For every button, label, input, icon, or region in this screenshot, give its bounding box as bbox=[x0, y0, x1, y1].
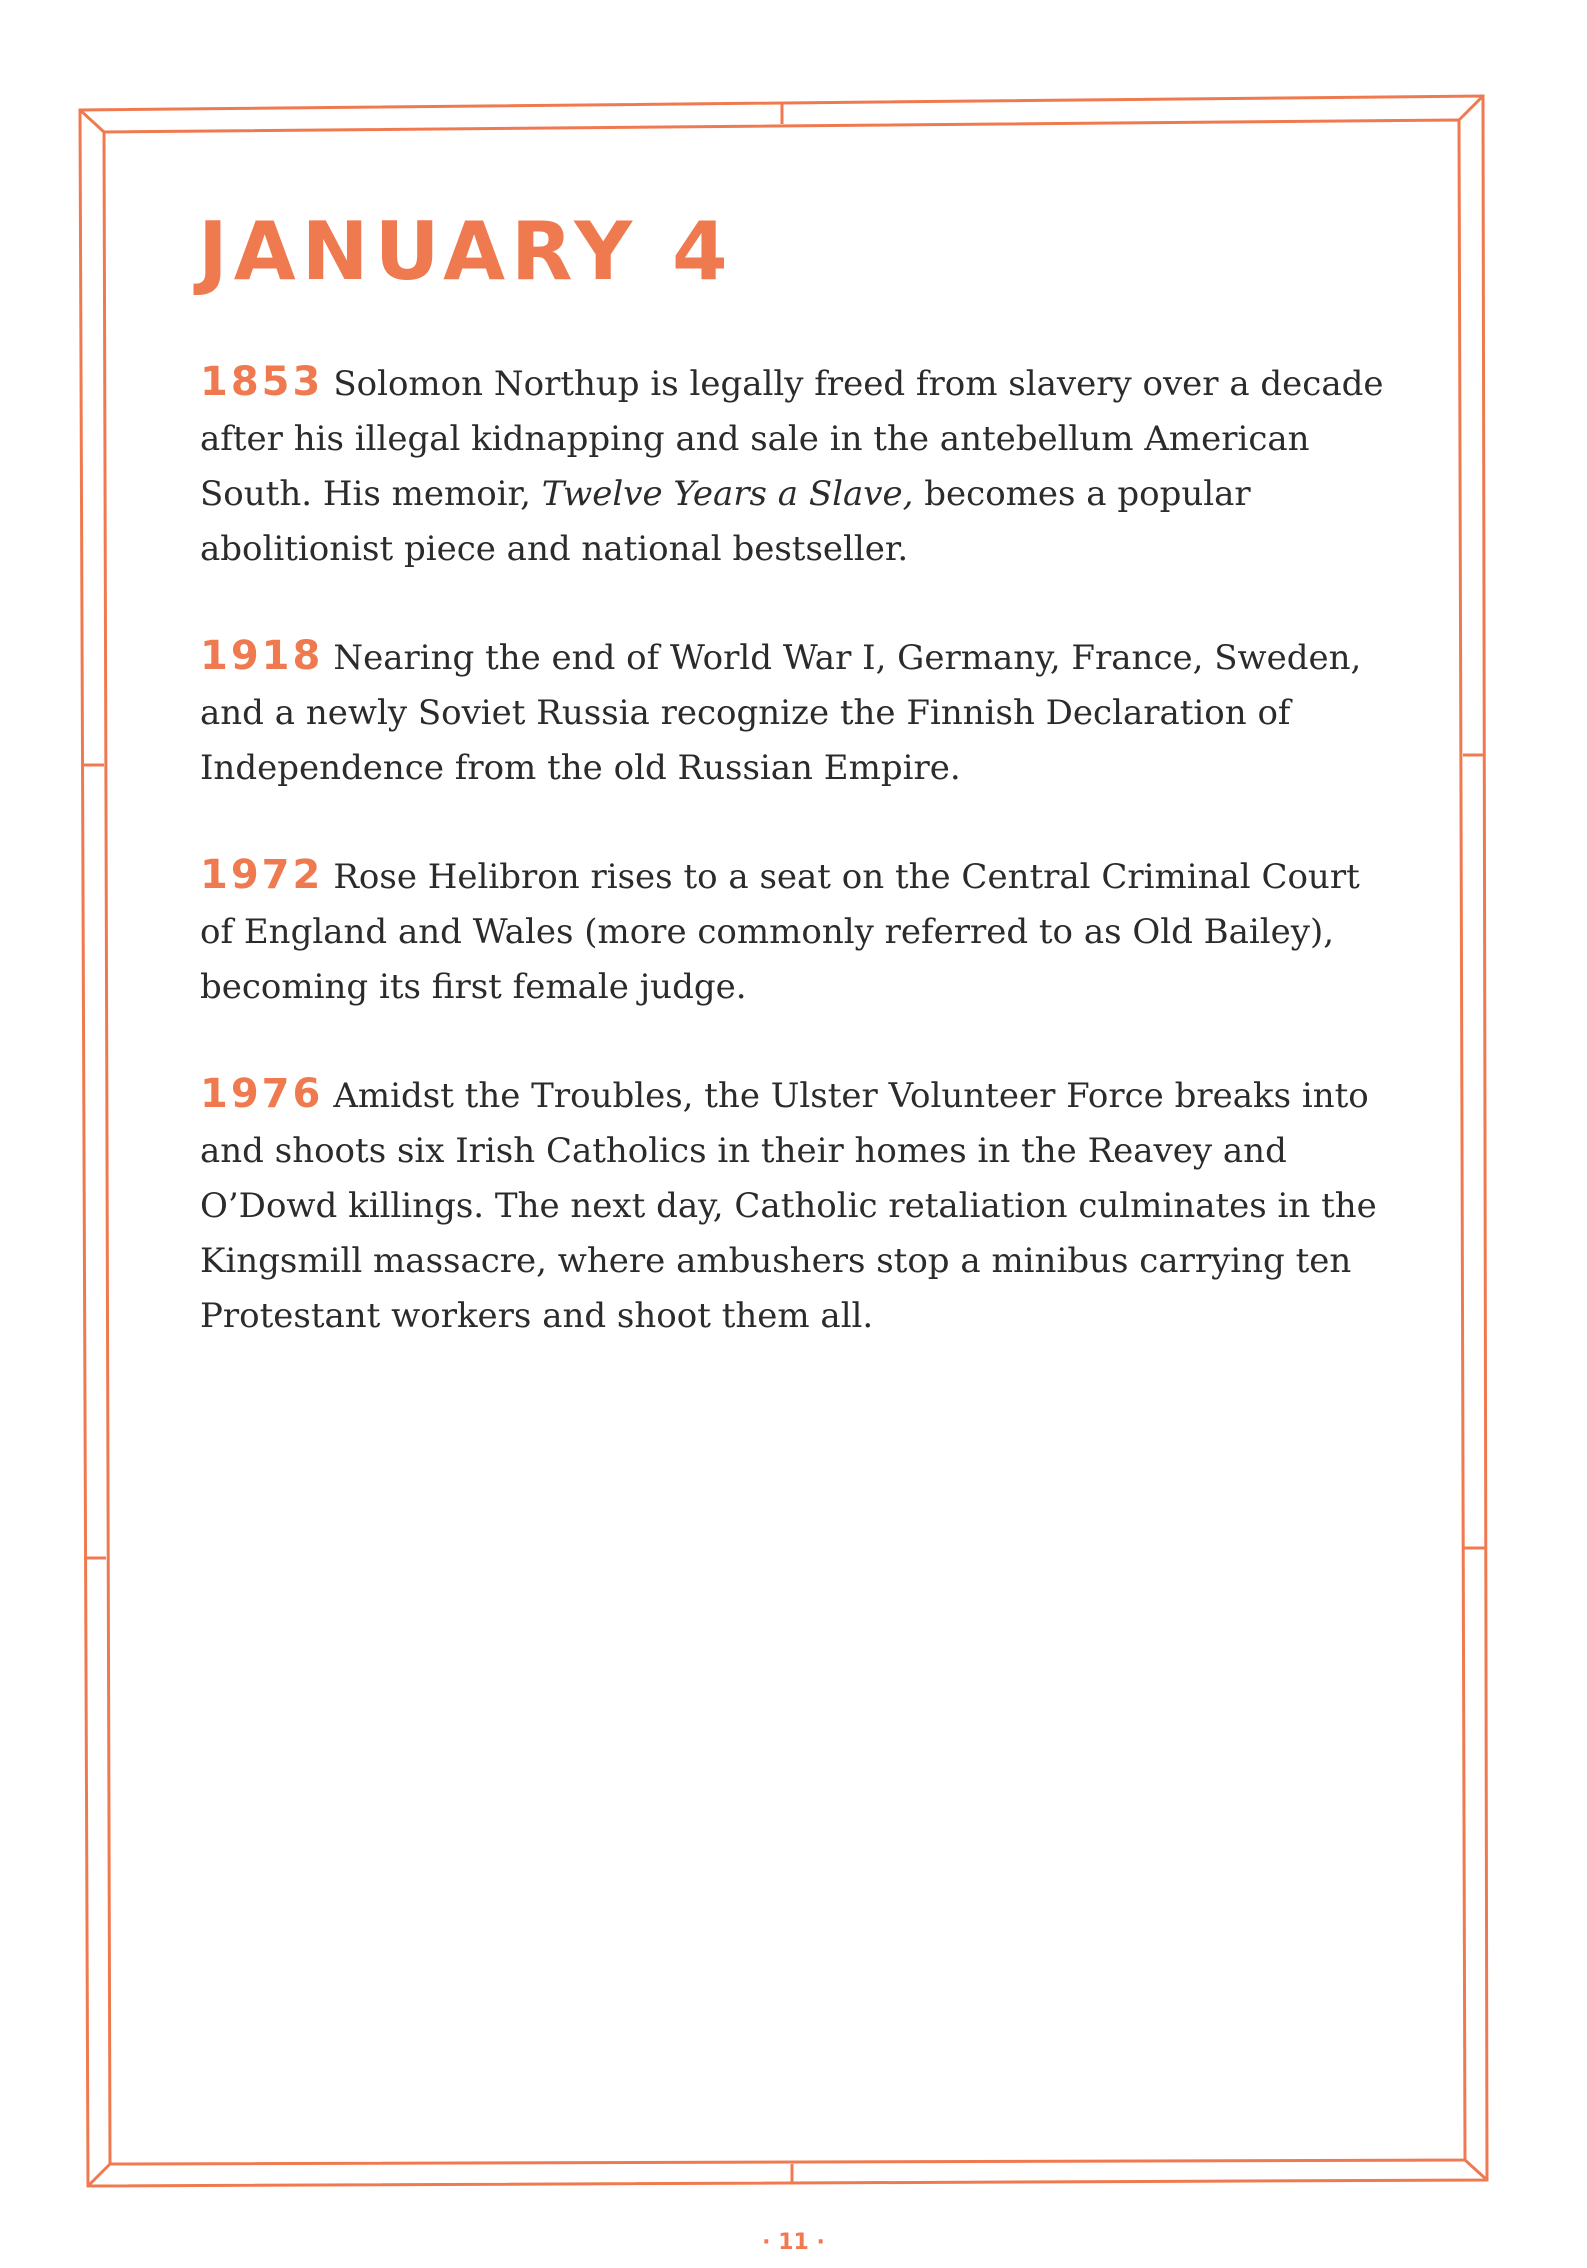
frame-corner-bottom-left bbox=[88, 2164, 110, 2186]
entry-text: Rose Helibron rises to a seat on the Central Criminal Court of England and Wales (more commonly referred to as Old Bailey), becoming its first female judge. bbox=[200, 857, 1360, 1007]
entry-year: 1972 bbox=[200, 852, 324, 898]
entry-1972 bbox=[200, 848, 1390, 1015]
entry-1853 bbox=[200, 355, 1390, 577]
entry-text-continued: becomes a popular abolitionist piece and national bestseller. bbox=[200, 474, 1251, 569]
entry-text: Amidst the Troubles, the Ulster Volunteer Force breaks into and shoots six Irish Catholics in their homes in the Reavey and O’Dowd killings. The next day, Catholic retaliation culminates in the Kingsmill massacre, where ambushers stop a minibus carrying ten Protestant workers and shoot them all. bbox=[200, 1076, 1377, 1336]
entry-year: 1976 bbox=[200, 1071, 324, 1117]
entry-1976 bbox=[200, 1067, 1390, 1344]
entry-1918 bbox=[200, 629, 1390, 796]
page-number: · 11 · bbox=[762, 2230, 825, 2255]
entry-year: 1918 bbox=[200, 633, 324, 679]
entries-list bbox=[200, 355, 1390, 1396]
book-title: Twelve Years a Slave, bbox=[541, 474, 914, 514]
frame-corner-top-left bbox=[80, 110, 104, 132]
page-title: JANUARY 4 bbox=[198, 205, 734, 298]
frame-corner-bottom-right bbox=[1465, 2160, 1487, 2180]
frame-corner-top-right bbox=[1459, 96, 1483, 120]
entry-text: Solomon Northup is legally freed from slavery over a decade after his illegal kidnapping and sale in the antebellum American South. His memoir, bbox=[200, 364, 1384, 514]
entry-year: 1853 bbox=[200, 359, 324, 405]
entry-text: Nearing the end of World War I, Germany, France, Sweden, and a newly Soviet Russia recognize the Finnish Declaration of Independence from the old Russian Empire. bbox=[200, 638, 1362, 788]
